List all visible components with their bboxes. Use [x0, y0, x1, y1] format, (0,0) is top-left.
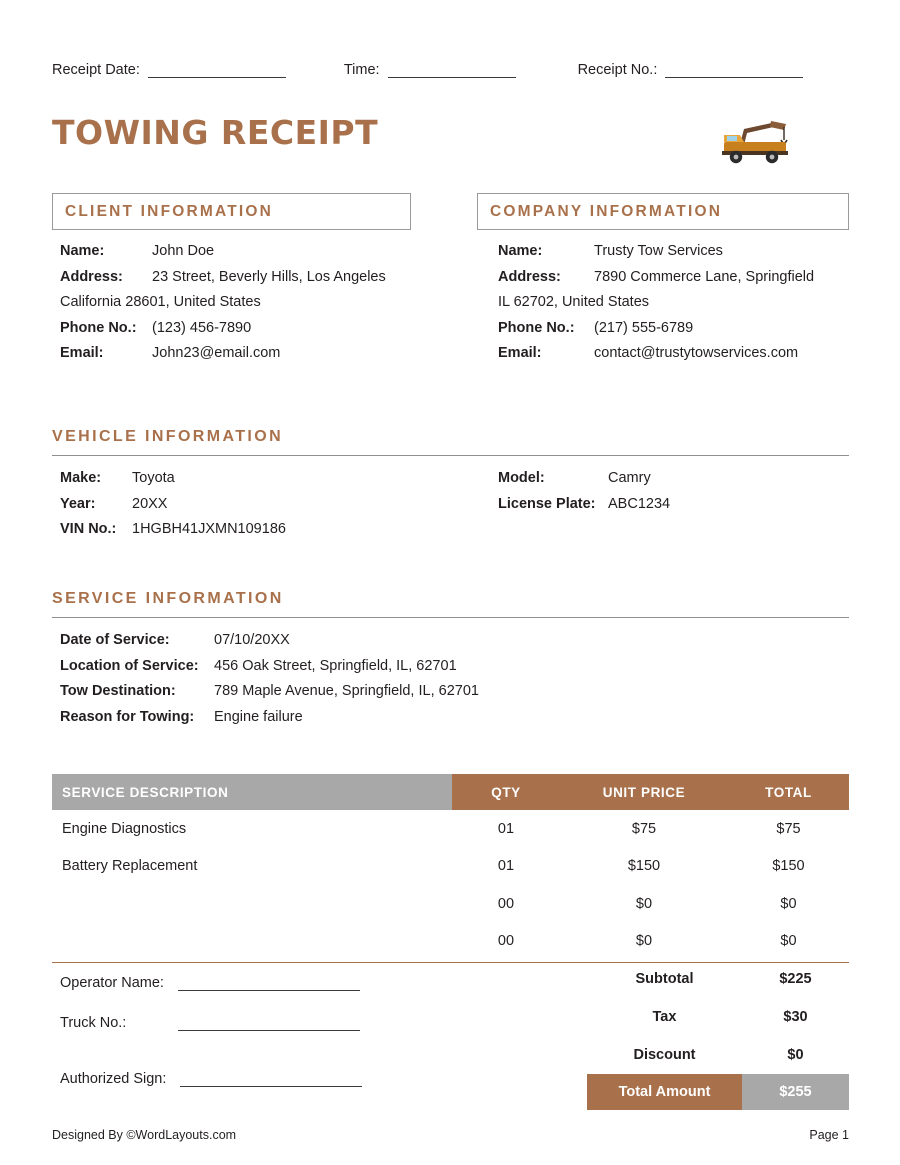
company-information-header: COMPANY INFORMATION — [477, 193, 849, 230]
vehicle-year-label: Year: — [60, 495, 96, 512]
table-row — [52, 885, 849, 923]
cell-total: $150 — [772, 858, 805, 875]
company-phone-row — [498, 320, 900, 336]
signature-block — [60, 975, 450, 1111]
service-destination-row — [60, 683, 479, 699]
vehicle-license-label: License Plate: — [498, 495, 596, 512]
company-email-value: contact@trustytowservices.com — [594, 345, 799, 361]
authorized-sign-field[interactable] — [60, 1071, 450, 1087]
company-address-row — [498, 269, 900, 285]
company-phone-label: Phone No.: — [498, 319, 575, 336]
client-phone-row — [60, 320, 470, 336]
table-row — [52, 810, 849, 848]
client-name-row — [60, 243, 470, 259]
column-header-qty: QTY — [452, 774, 560, 810]
company-address-label: Address: — [498, 268, 561, 285]
truck-number-input-line[interactable] — [178, 1017, 360, 1031]
company-address-value-line2: IL 62702, United States — [498, 294, 650, 310]
cell-total: $0 — [780, 895, 797, 912]
client-address-row — [60, 269, 470, 285]
receipt-date-input-line[interactable] — [148, 63, 286, 78]
receipt-number-label: Receipt No.: — [577, 62, 658, 78]
vehicle-year-value: 20XX — [132, 495, 168, 512]
service-destination-value: 789 Maple Avenue, Springfield, IL, 62701 — [214, 683, 479, 699]
receipt-date-label: Receipt Date: — [52, 62, 140, 78]
client-name-label: Name: — [60, 243, 105, 259]
company-email-row — [498, 345, 900, 361]
service-reason-value: Engine failure — [214, 708, 303, 725]
receipt-number-input-line[interactable] — [665, 63, 803, 78]
company-name-value: Trusty Tow Services — [594, 243, 723, 259]
service-reason-label: Reason for Towing: — [60, 708, 195, 725]
cell-unit-price: $150 — [627, 858, 661, 875]
client-details — [60, 243, 470, 371]
company-details — [498, 243, 900, 371]
service-location-row — [60, 658, 479, 674]
cell-qty: 01 — [497, 820, 515, 837]
vehicle-license-value: ABC1234 — [608, 495, 671, 512]
cell-unit-price: $0 — [635, 895, 653, 912]
client-phone-value: (123) 456-7890 — [152, 319, 252, 336]
truck-number-label: Truck No.: — [60, 1015, 127, 1031]
column-header-total: TOTAL — [728, 774, 849, 810]
receipt-time-field[interactable] — [344, 62, 516, 78]
designed-by-credit: Designed By ©WordLayouts.com — [52, 1128, 237, 1142]
vehicle-details-left — [60, 470, 286, 547]
page-number: Page 1 — [809, 1128, 849, 1142]
vehicle-make-label: Make: — [60, 470, 102, 486]
service-information-header: SERVICE INFORMATION — [52, 590, 849, 618]
table-header-row — [52, 774, 849, 810]
cell-qty: 01 — [497, 858, 515, 875]
vehicle-vin-label: VIN No.: — [60, 521, 117, 537]
company-email-label: Email: — [498, 345, 542, 361]
cell-unit-price: $0 — [635, 933, 653, 950]
cell-unit-price: $75 — [631, 820, 657, 837]
company-address-value: 7890 Commerce Lane, Springfield — [594, 268, 815, 285]
vehicle-information-header: VEHICLE INFORMATION — [52, 428, 849, 456]
total-amount-row — [587, 1074, 849, 1110]
discount-value: $0 — [787, 1047, 804, 1063]
total-amount-value: $255 — [742, 1074, 849, 1110]
service-items-table — [52, 774, 849, 963]
client-address-value-line2: California 28601, United States — [60, 294, 261, 310]
client-email-row — [60, 345, 470, 361]
discount-row — [587, 1036, 849, 1074]
tax-value: $30 — [783, 1009, 808, 1025]
authorized-sign-label: Authorized Sign: — [60, 1071, 167, 1087]
service-date-label: Date of Service: — [60, 632, 170, 648]
table-row — [52, 848, 849, 886]
client-name-value: John Doe — [152, 243, 215, 259]
client-phone-label: Phone No.: — [60, 319, 137, 336]
totals-block — [587, 960, 849, 1110]
vehicle-year-row — [60, 496, 286, 512]
tow-truck-icon — [714, 118, 802, 164]
tax-row — [587, 998, 849, 1036]
vehicle-model-value: Camry — [608, 470, 651, 486]
service-details — [60, 632, 479, 734]
table-row — [52, 923, 849, 961]
client-email-value: John23@email.com — [152, 345, 281, 361]
vehicle-make-row — [60, 470, 286, 486]
receipt-time-input-line[interactable] — [388, 63, 516, 78]
receipt-time-label: Time: — [343, 62, 380, 78]
client-address-label: Address: — [60, 268, 123, 285]
column-header-description: SERVICE DESCRIPTION — [52, 774, 452, 810]
service-location-value: 456 Oak Street, Springfield, IL, 62701 — [214, 657, 457, 674]
column-header-unit-price: UNIT PRICE — [560, 774, 728, 810]
receipt-number-field[interactable] — [578, 62, 804, 78]
receipt-date-field[interactable] — [52, 62, 286, 78]
client-address-value: 23 Street, Beverly Hills, Los Angeles — [152, 268, 386, 285]
cell-qty: 00 — [497, 933, 515, 950]
cell-description: Battery Replacement — [62, 858, 198, 875]
truck-number-field[interactable] — [60, 1015, 450, 1031]
service-reason-row — [60, 709, 479, 725]
operator-name-input-line[interactable] — [178, 977, 360, 991]
client-email-label: Email: — [60, 345, 104, 361]
client-information-header: CLIENT INFORMATION — [52, 193, 411, 230]
authorized-sign-input-line[interactable] — [180, 1073, 362, 1087]
cell-total: $0 — [780, 933, 797, 950]
company-phone-value: (217) 555-6789 — [594, 319, 694, 336]
vehicle-vin-row — [60, 521, 286, 537]
vehicle-details-right — [498, 470, 670, 521]
total-amount-label: Total Amount — [587, 1074, 742, 1110]
service-date-value: 07/10/20XX — [214, 632, 290, 648]
service-location-label: Location of Service: — [60, 657, 199, 674]
service-destination-label: Tow Destination: — [60, 683, 176, 699]
operator-name-label: Operator Name: — [60, 975, 164, 991]
company-name-label: Name: — [498, 243, 543, 259]
receipt-meta-row — [52, 62, 852, 78]
service-date-row — [60, 632, 479, 648]
subtotal-row — [587, 960, 849, 998]
vehicle-make-value: Toyota — [132, 470, 175, 486]
vehicle-vin-value: 1HGBH41JXMN109186 — [132, 521, 286, 537]
tax-label: Tax — [652, 1009, 677, 1025]
page-footer — [52, 1128, 849, 1142]
page-title: TOWING RECEIPT — [52, 113, 379, 152]
vehicle-license-row — [498, 496, 670, 512]
subtotal-value: $225 — [779, 971, 812, 987]
cell-description: Engine Diagnostics — [62, 820, 187, 837]
vehicle-model-label: Model: — [498, 470, 545, 486]
discount-label: Discount — [633, 1047, 696, 1063]
company-name-row — [498, 243, 900, 259]
vehicle-model-row — [498, 470, 670, 486]
subtotal-label: Subtotal — [635, 971, 694, 987]
cell-qty: 00 — [497, 895, 515, 912]
cell-total: $75 — [776, 820, 801, 837]
operator-name-field[interactable] — [60, 975, 450, 991]
